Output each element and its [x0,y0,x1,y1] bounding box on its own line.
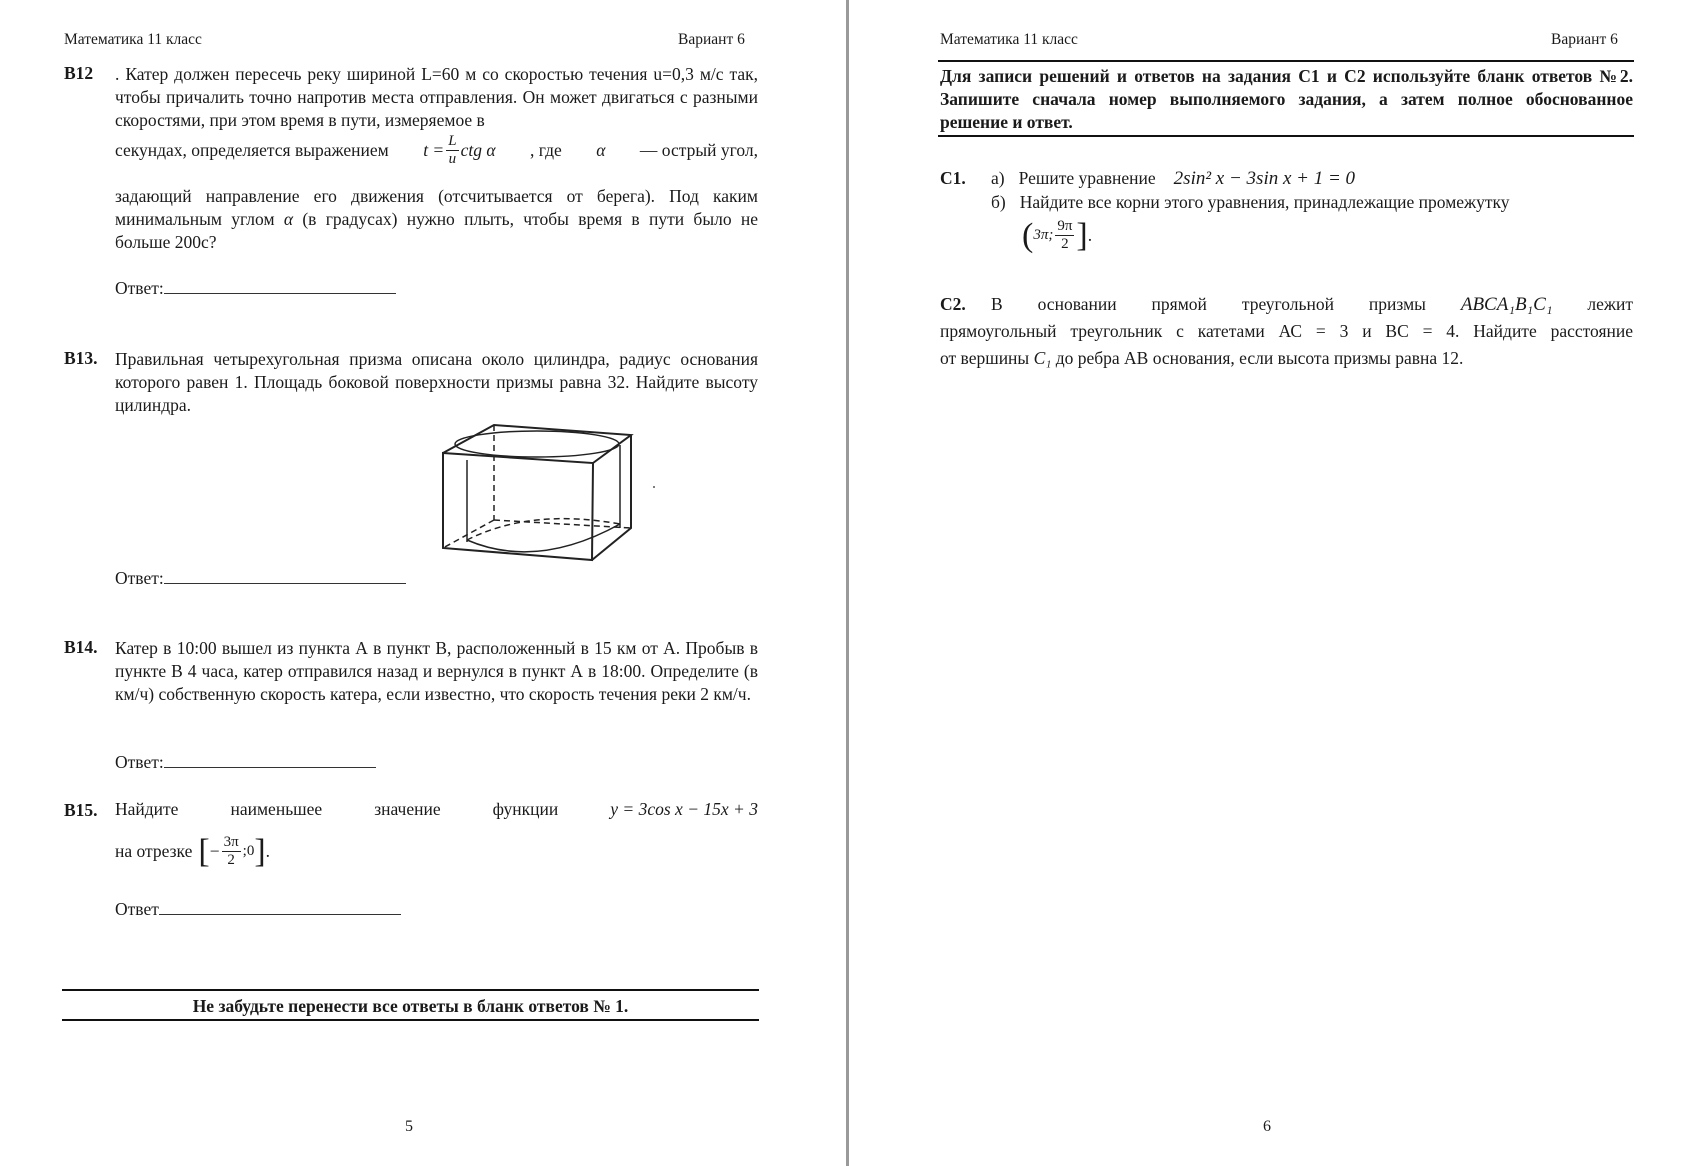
task-c2-line3: от вершины C₁ до ребра АВ основания, если высота призмы равна 12. [940,348,1464,368]
footer-rule-bottom [62,1019,759,1021]
instruction-rule-top [938,60,1634,62]
task-b12-formula-line: секундах, определяется выражением t = $\frac{L}{u}$ ctg α , где α — острый угол, [115,133,758,167]
task-c2-line2: прямоугольный треугольник с катетами АС = 3 и ВС = 4. Найдите расстояние [940,321,1633,341]
footer-rule-top [62,989,759,991]
task-b14-text: Катер в 10:00 вышел из пункта А в пункт В, расположенный в 15 км от А. Пробыв в пункте В 4 часа, катер отправился назад и вернулся в пункт А в 18:00. Определите (в км/ч) собственную скорость катера, если известно, что скорость течения реки 2 км/ч. [115,638,758,704]
task-b15-number: B15. [64,800,98,820]
header-subject: Математика 11 класс [940,31,1078,48]
task-c2-line1: В основании прямой треугольной призмы ABCA₁B₁C₁ лежит [991,294,1633,315]
task-b13-answer[interactable]: Ответ: [115,568,406,589]
prism-cylinder-figure [440,420,660,565]
header-subject: Математика 11 класс [64,31,202,48]
page-number: 5 [405,1118,413,1135]
footer-note: Не забудьте перенести все ответы в бланк ответов № 1. [192,996,629,1016]
task-b12-text: . Катер должен пересечь реку шириной L=60 м со скоростью течения u=0,3 м/с так, чтобы причалить точно напротив места отправления. Он может двигаться с разными скоростями, при этом время в пути, измеряемое в [115,64,758,130]
page-number: 6 [1263,1118,1271,1135]
task-b15-text: Найдите наименьшее значение функции y = 3cos x − 15x + 3 [115,799,758,819]
task-c1-part-a: а) Решите уравнение 2sin² x − 3sin x + 1 = 0 [991,168,1356,189]
left-page [0,0,846,1166]
task-b14-number: B14. [64,637,98,657]
task-c1-equation: 2sin² x − 3sin x + 1 = 0 [1173,168,1356,189]
task-b12-text-cont: задающий направление его движения (отсчитывается от берега). Под каким минимальным углом α (в градусах) нужно плыть, чтобы время в пути было не больше 200с? [115,186,759,252]
instruction-rule-bottom [938,135,1634,137]
header-variant: Вариант 6 [1551,31,1618,48]
instruction-text: Для записи решений и ответов на задания С1 и С2 используйте бланк ответов №2. Запишите сначала номер выполняемого задания, а затем полное обоснованное решение и ответ. [940,66,1633,132]
task-b15-interval-line: на отрезке [ − $\frac{3\pi}{2}$ ;0 ] . [115,832,271,870]
task-c1-interval: ( 3π; $\frac{9\pi}{2}$ ] . [1022,216,1093,254]
task-b15-answer[interactable]: Ответ [115,899,401,920]
task-b13-number: B13. [64,348,98,368]
task-c1-part-b: б) Найдите все корни этого уравнения, принадлежащие промежутку [991,192,1510,212]
task-c1-number: C1. [940,168,966,188]
task-b12-number: B12 [64,63,94,83]
task-b12-answer[interactable]: Ответ: [115,278,396,299]
task-b15-formula: y = 3cos x − 15x + 3 [610,799,758,819]
task-c2-number: C2. [940,294,966,314]
header-variant: Вариант 6 [678,31,745,48]
task-b13-text: Правильная четырехугольная призма описана около цилиндра, радиус основания которого равен 1. Площадь боковой поверхности призмы равна 32. Найдите высоту цилиндра. [115,349,758,415]
task-b14-answer[interactable]: Ответ: [115,752,376,773]
right-page [849,0,1695,1166]
